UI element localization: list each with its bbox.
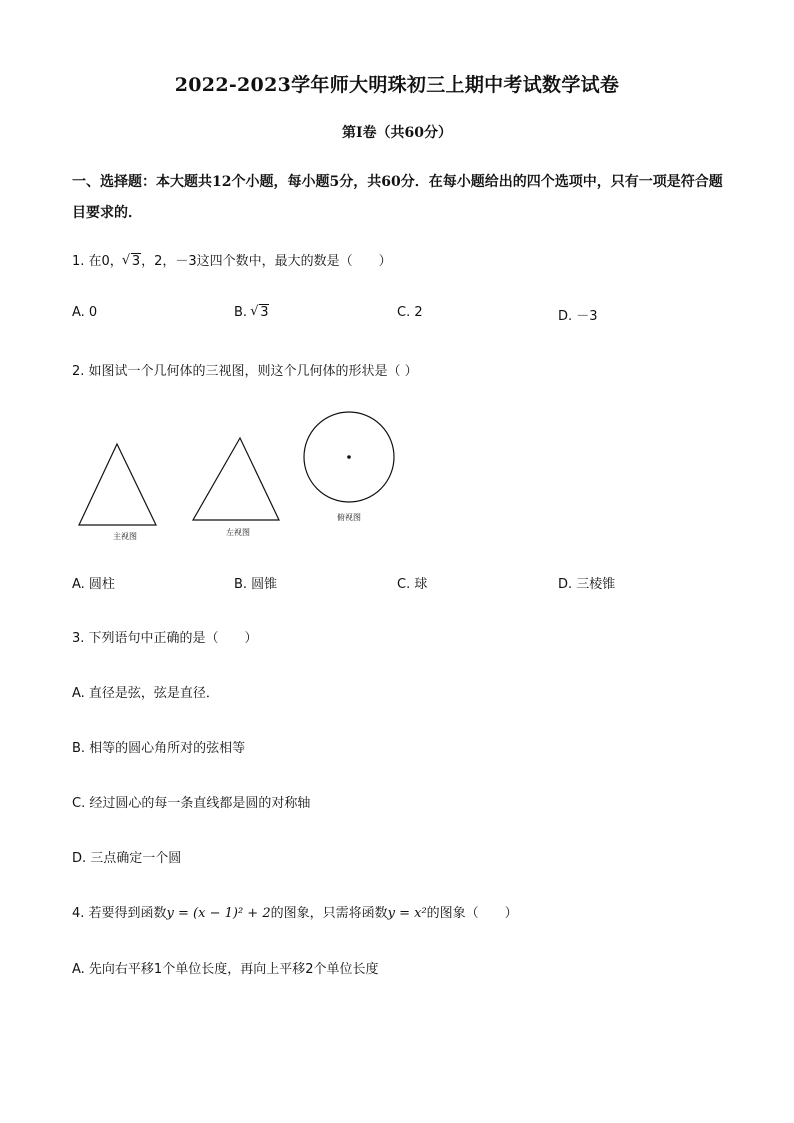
q4-prefix: 4. 若要得到函数 xyxy=(72,906,167,921)
sqrt-symbol xyxy=(123,254,141,269)
q1-option-a[interactable]: A. 0 xyxy=(72,305,98,320)
question-4-stem xyxy=(72,902,518,921)
part-heading: 第Ⅰ卷（共60分） xyxy=(341,125,453,141)
top-view-center-dot xyxy=(347,455,351,459)
q1-option-b[interactable] xyxy=(234,305,269,320)
q1-prefix: 1. 在0， xyxy=(72,254,123,269)
left-view-caption: 左视图 xyxy=(226,528,250,537)
front-view-triangle xyxy=(79,444,156,525)
q3-option-a[interactable]: A. 直径是弦，弦是直径． xyxy=(72,686,219,701)
q2-option-b[interactable]: B. 圆锥 xyxy=(234,577,278,592)
q3-option-d[interactable]: D. 三点确定一个圆 xyxy=(72,851,182,866)
sqrt-argument: 3 xyxy=(260,305,269,320)
q3-option-b[interactable]: B. 相等的圆心角所对的弦相等 xyxy=(72,741,246,756)
q2-option-c[interactable]: C. 球 xyxy=(397,577,428,592)
q4-middle: 的图象，只需将函数 xyxy=(270,906,388,921)
function-expression-1: y = (x − 1)² + 2 xyxy=(166,906,271,921)
question-2-stem: 2. 如图试一个几何体的三视图，则这个几何体的形状是（ ） xyxy=(72,364,418,379)
q2-option-a[interactable]: A. 圆柱 xyxy=(72,577,115,592)
top-view-caption: 俯视图 xyxy=(337,513,361,522)
front-view-caption: 主视图 xyxy=(113,532,137,541)
q4-option-a[interactable]: A. 先向右平移1个单位长度，再向上平移2个单位长度 xyxy=(72,962,379,977)
left-view-triangle xyxy=(193,438,279,520)
section-instructions: 一、选择题：本大题共12个小题，每小题5分，共60分．在每小题给出的四个选项中，只有一项是符合题目要求的． xyxy=(72,174,723,221)
question-3-stem: 3. 下列语句中正确的是（ ） xyxy=(72,631,258,646)
q3-option-c[interactable]: C. 经过圆心的每一条直线都是圆的对称轴 xyxy=(72,796,311,811)
q1-option-c[interactable]: C. 2 xyxy=(397,305,423,320)
sqrt-argument: 3 xyxy=(131,254,141,269)
sqrt-symbol xyxy=(251,305,269,320)
q1-option-b-label: B. xyxy=(234,305,252,320)
q1-option-d[interactable]: D. －3 xyxy=(558,309,598,324)
function-expression-2: y = x² xyxy=(387,906,427,921)
q1-suffix: ，2，－3这四个数中，最大的数是（ ） xyxy=(141,254,392,269)
q2-option-d[interactable]: D. 三棱锥 xyxy=(558,577,616,592)
page-title: 2022-2023学年师大明珠初三上期中考试数学试卷 xyxy=(174,74,620,96)
question-1-stem xyxy=(72,250,392,269)
q4-suffix: 的图象（ ） xyxy=(426,906,518,921)
